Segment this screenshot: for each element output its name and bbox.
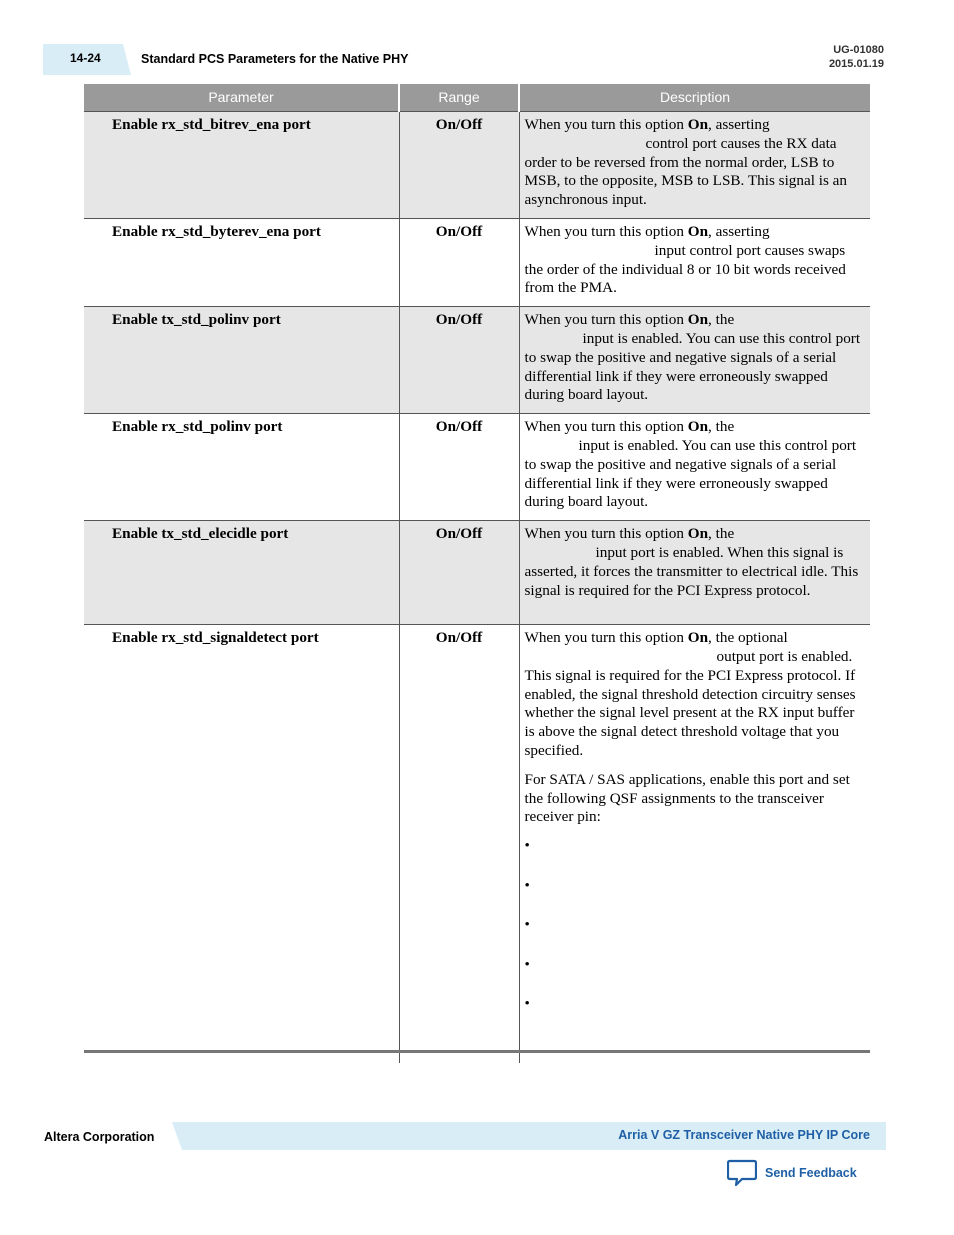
page-number: 14-24: [70, 51, 101, 65]
parameter-name: Enable tx_std_elecidle port: [84, 521, 399, 625]
list-item: [525, 995, 865, 1035]
speech-bubble-icon: [727, 1159, 757, 1187]
doc-identifier: [829, 43, 884, 71]
table-row: [84, 307, 870, 414]
list-item: [525, 837, 865, 877]
parameter-range: On/Off: [399, 218, 519, 306]
footer-doc-title-link[interactable]: Arria V GZ Transceiver Native PHY IP Core: [618, 1128, 870, 1142]
parameter-name: Enable rx_std_polinv port: [84, 414, 399, 521]
parameter-name: Enable tx_std_polinv port: [84, 307, 399, 414]
qsf-assignment-list: [525, 837, 865, 1035]
list-item: [525, 916, 865, 956]
list-item: [525, 877, 865, 917]
column-header-description: Description: [519, 84, 870, 112]
parameter-name: Enable rx_std_signaldetect port: [84, 625, 399, 1064]
column-header-range: Range: [399, 84, 519, 112]
parameter-description: When you turn this option On, the input is enabled. You can use this control port to swap the positive and negative signals of a serial differential link if they were erroneously swapped during board layout.: [519, 414, 870, 521]
parameter-name: Enable rx_std_bitrev_ena port: [84, 112, 399, 219]
parameter-range: On/Off: [399, 414, 519, 521]
table-row: [84, 414, 870, 521]
doc-date: 2015.01.19: [828, 58, 884, 70]
company-name: Altera Corporation: [44, 1130, 155, 1144]
parameter-name: Enable rx_std_byterev_ena port: [84, 218, 399, 306]
parameter-range: On/Off: [399, 521, 519, 625]
list-item: [525, 956, 865, 996]
sata-sas-note: For SATA / SAS applications, enable this port and set the following QSF assignments to the transceiver receiver pin:: [524, 770, 850, 826]
doc-id: UG-01080: [833, 44, 884, 56]
table-row: [84, 218, 870, 306]
table-row: [84, 112, 870, 219]
table-row: [84, 625, 870, 1064]
parameter-range: On/Off: [399, 112, 519, 219]
send-feedback-label: Send Feedback: [765, 1166, 857, 1180]
column-header-parameter: Parameter: [84, 84, 399, 112]
parameter-range: On/Off: [399, 307, 519, 414]
parameters-table: [84, 84, 870, 1063]
parameter-description: When you turn this option On, the input is enabled. You can use this control port to swap the positive and negative signals of a serial differential link if they were erroneously swapped during board layout.: [519, 307, 870, 414]
table-header-row: [84, 84, 870, 112]
parameter-description: When you turn this option On, the optional output port is enabled. This signal is required for the PCI Express protocol. If enabled, the signal threshold detection circuitry senses whether the signal level present at the RX input buffer is above the signal detect threshold voltage that you specified. For SATA / SAS applications, enable this port and set the following QSF assignments to the transceiver receiver pin: • • • • •: [519, 625, 870, 1064]
parameter-description: When you turn this option On, asserting control port causes the RX data order to be reversed from the normal order, LSB to MSB, to the opposite, MSB to LSB. This signal is an asynchronous input.: [519, 112, 870, 219]
parameter-description: When you turn this option On, asserting input control port causes swaps the order of the individual 8 or 10 bit words received from the PMA.: [519, 218, 870, 306]
parameter-range: On/Off: [399, 625, 519, 1064]
section-title: Standard PCS Parameters for the Native PHY: [141, 52, 409, 66]
parameter-description: When you turn this option On, the input port is enabled. When this signal is asserted, it forces the transmitter to electrical idle. This signal is required for the PCI Express protocol.: [519, 521, 870, 625]
table-bottom-rule: [84, 1050, 870, 1053]
send-feedback-link[interactable]: [727, 1159, 857, 1187]
table-row: [84, 521, 870, 625]
